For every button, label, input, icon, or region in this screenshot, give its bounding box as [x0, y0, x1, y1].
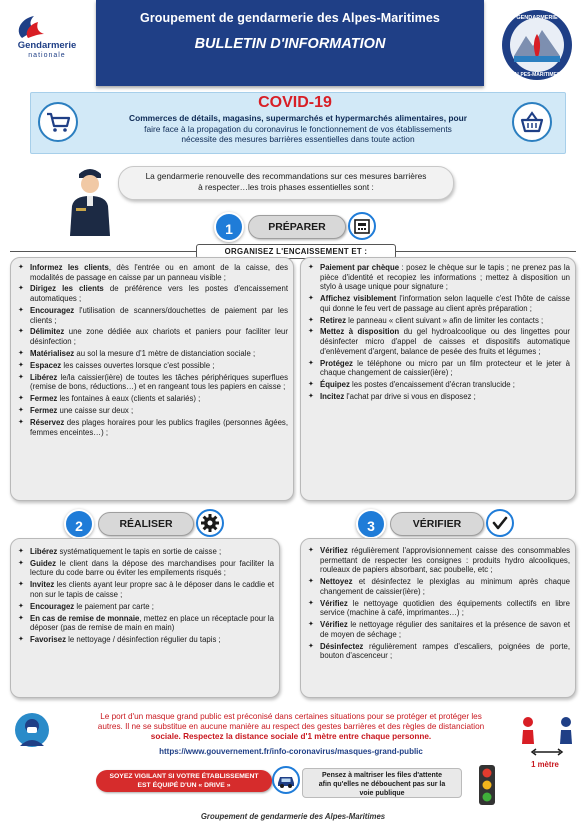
gendarme-avatar	[66, 162, 114, 238]
list-item-text: les fontaines à eaux (clients et salariés) ;	[57, 394, 201, 404]
shopping-cart-icon	[38, 102, 78, 142]
list-item	[18, 602, 274, 612]
list-item-keyword: Incitez	[320, 391, 345, 401]
list-item-text: régulièrement l'approvisionnement caisse des consommables permettant de respecter les consignes : produits hydro alcooliques, rouleaux de papiers absorbant, sac poubelle, etc ;	[320, 546, 570, 575]
list-item-keyword: Encouragez	[30, 601, 75, 611]
list-item-text: les postes d'encaissement d'écran translucide ;	[349, 380, 515, 390]
list-item-text: de préférence vers les postes d'encaissement automatiques ;	[30, 284, 288, 304]
list-item-keyword: Équipez	[320, 380, 350, 390]
list-item	[308, 577, 570, 596]
covid-subtitle: Commerces de détails, magasins, supermarchés et hypermarchés alimentaires, pour faire face à la propagation du coronavirus le fonctionnement de vos établissements nécessite des mesures barrières essentielles dans toute action	[129, 113, 467, 144]
header-title: Groupement de gendarmerie des Alpes-Maritimes	[140, 11, 440, 25]
social-distance-icon	[514, 712, 580, 760]
list-item	[308, 294, 570, 313]
mask-icon	[14, 712, 50, 748]
list-item-keyword: Libérez	[30, 372, 58, 382]
list-item-text: le client dans la dépose des marchandises pour faciliter la lecture du code barre ou éviter les empilements risqués ;	[30, 558, 274, 578]
intro-text: La gendarmerie renouvelle des recommandations sur ces mesures barrières à respecter…les trois phases essentielles sont :	[145, 171, 427, 192]
list-item	[18, 559, 274, 578]
list-item	[18, 418, 288, 437]
list-item-keyword: Informez les clients	[30, 263, 109, 272]
list-item-keyword: Paiement par chèque	[320, 263, 400, 272]
phase-2-number: 2	[64, 509, 94, 539]
mask-advice: Le port d'un masque grand public est préconisé dans certaines situations pour se protéger et protéger les autres. Il ne se substitue en aucune manière au respect des gestes barrières et des règles de distanciation sociale. Respectez la distance sociale d'1 mètre entre chaque personne.	[97, 712, 485, 742]
list-item-keyword: Retirez	[320, 315, 346, 325]
list-item	[308, 380, 570, 390]
list-item-text: le téléphone ou micro par un film protecteur et le jeter à chaque changement de caissier(ière) ;	[320, 358, 570, 378]
list-item	[308, 546, 570, 575]
phase-2-label: RÉALISER	[98, 512, 194, 536]
list-item	[308, 359, 570, 378]
list-item	[18, 614, 274, 633]
list-item-text: le nettoyage quotidien des équipements collectifs en libre service (machine à café, imprimantes…) ;	[320, 598, 570, 618]
svg-text:ALPES-MARITIMES: ALPES-MARITIMES	[513, 72, 561, 78]
list-item-text: les clients ayant leur propre sac à le déposer dans le caddie et non sur le tapis de caisse ;	[30, 580, 274, 599]
phase-1-number: 1	[214, 212, 244, 242]
logo-text: Gendarmerie	[17, 40, 77, 51]
list-item	[18, 327, 288, 346]
list-item-keyword: Vérifiez	[320, 620, 348, 630]
list-item-text: les caisses ouvertes lorsque c'est possible ;	[61, 360, 215, 370]
list-item-text: l'utilisation de scanners/douchettes de paiement par les clients ;	[30, 305, 288, 325]
list-item	[18, 547, 274, 557]
list-item-keyword: Désinfectez	[320, 641, 364, 651]
gendarmerie-logo	[8, 12, 86, 74]
list-item	[308, 642, 570, 661]
drive-warning: SOYEZ VIGILANT SI VOTRE ÉTABLISSEMENT EST ÉQUIPÉ D'UN « DRIVE »	[96, 770, 272, 792]
list-item-keyword: Espacez	[30, 360, 62, 370]
list-item	[308, 392, 570, 402]
bulletin-title: BULLETIN D'INFORMATION	[194, 36, 386, 52]
list-item	[18, 284, 288, 303]
list-item-text: une caisse sur deux ;	[57, 406, 134, 416]
prepare-left-list	[18, 263, 288, 439]
list-item-text: , mettez en place un réceptacle pour la déposer (pas de remise de main en main)	[30, 613, 275, 633]
list-item	[308, 599, 570, 618]
list-item-text: systématiquement le tapis en sortie de caisse ;	[57, 547, 222, 556]
list-item	[18, 373, 288, 392]
list-item-keyword: Affichez visiblement	[320, 294, 397, 304]
list-item-text: des plages horaires pour les publics fragiles (personnes âgées, femmes enceintes…) ;	[30, 417, 288, 437]
list-item	[308, 263, 570, 292]
list-item	[18, 635, 274, 645]
list-item	[308, 620, 570, 639]
list-item-text: le nettoyage régulier des sanitaires et la présence de savon et de moyen de séchage ;	[320, 620, 570, 639]
list-item-keyword: Invitez	[30, 580, 55, 590]
list-item	[18, 361, 288, 371]
list-item-keyword: Réservez	[30, 417, 65, 427]
list-item	[18, 406, 288, 416]
traffic-light-icon	[476, 764, 498, 806]
list-item-keyword: Fermez	[30, 394, 58, 404]
verify-list	[308, 546, 570, 663]
list-item-text: et désinfectez le plexiglas au minimum après chaque changement de caissier(ière) ;	[320, 577, 570, 596]
list-item	[18, 580, 274, 599]
list-item-text: au sol la mesure d'1 mètre de distanciation sociale ;	[74, 348, 256, 358]
list-item	[308, 316, 570, 326]
car-icon	[272, 766, 300, 794]
shopping-basket-icon	[512, 102, 552, 142]
list-item-text: le/la caissier(ière) de toutes les tâches périphériques superflues (remise de bons, réductions…) et en rangeant tous les papiers en caisse ;	[30, 372, 288, 392]
organize-label: ORGANISEZ L'ENCAISSEMENT ET :	[196, 244, 396, 259]
checkmark-icon	[486, 509, 514, 537]
gear-icon	[196, 509, 224, 537]
list-item-keyword: Nettoyez	[320, 577, 353, 587]
realize-list	[18, 547, 274, 647]
list-item-keyword: Encouragez	[30, 305, 75, 315]
phase-3-number: 3	[356, 509, 386, 539]
phase-3-label: VÉRIFIER	[390, 512, 484, 536]
list-item-text: : posez le chèque sur le tapis ; ne prenez pas la pièce d'identité et recopiez les informations ; mettez à disposition un stylo à usage unique pour signature ;	[320, 263, 570, 292]
phase-1-label: PRÉPARER	[248, 215, 346, 239]
list-item-keyword: Guidez	[30, 558, 56, 568]
queue-advice: Pensez à maîtriser les files d'attente afin qu'elles ne débouchent pas sur la voie publique	[302, 768, 462, 798]
list-item	[18, 263, 288, 282]
list-item-text: l'achat par drive si vous en disposez ;	[344, 391, 476, 401]
list-item-keyword: Dirigez les clients	[30, 284, 104, 294]
list-item-keyword: Favorisez	[30, 635, 66, 645]
svg-text:GENDARMERIE: GENDARMERIE	[516, 15, 558, 21]
logo-subtext: nationale	[28, 52, 66, 59]
mask-info-link[interactable]: https://www.gouvernement.fr/info-coronavirus/masques-grand-public	[159, 747, 423, 756]
prepare-right-list	[308, 263, 570, 404]
list-item-keyword: Mettez à disposition	[320, 327, 400, 337]
signature: Groupement de gendarmerie des Alpes-Maritimes	[200, 812, 386, 821]
list-item-keyword: Fermez	[30, 406, 58, 416]
list-item-text: l'information selon laquelle c'est l'hôte de caisse qui donne le feu vert de passage au client après préparation ;	[320, 294, 570, 313]
list-item	[18, 306, 288, 325]
list-item-keyword: Délimitez	[30, 327, 65, 337]
departmental-seal	[500, 8, 574, 82]
list-item-keyword: Matérialisez	[30, 348, 75, 358]
list-item-keyword: Protégez	[320, 358, 353, 368]
covid-title: COVID-19	[258, 94, 332, 111]
list-item-text: le paiement par carte ;	[74, 601, 154, 611]
list-item-text: le nettoyage / désinfection régulier du tapis ;	[65, 635, 221, 645]
list-item-keyword: Vérifiez	[320, 598, 348, 608]
list-item-text: , dès l'entrée ou en amont de la caisse, des modalités de passage en caisse par un panneau visible ;	[30, 263, 288, 282]
list-item-keyword: Libérez	[30, 547, 58, 556]
distance-label: 1 mètre	[531, 760, 559, 769]
cash-register-icon	[348, 212, 376, 240]
list-item-text: une zone dédiée aux chariots et paniers pour faciliter leur désinfection ;	[30, 327, 288, 347]
list-item	[18, 349, 288, 359]
list-item	[18, 394, 288, 404]
flame-logo-icon	[8, 12, 86, 42]
list-item-text: le panneau « client suivant » afin de limiter les contacts ;	[346, 315, 544, 325]
list-item-text: régulièrement rampes d'escaliers, poignées de porte, bouton d'ascenceur ;	[320, 641, 570, 661]
list-item-keyword: En cas de remise de monnaie	[30, 613, 140, 623]
list-item-text: du gel hydroalcoolique ou des lingettes pour désinfecter micro d'appel de caisses et dispositifs automatique d'enlèvement d'argent, balance de pesée des fruits et légumes ;	[320, 327, 570, 356]
list-item-keyword: Vérifiez	[320, 546, 348, 555]
list-item	[308, 327, 570, 356]
